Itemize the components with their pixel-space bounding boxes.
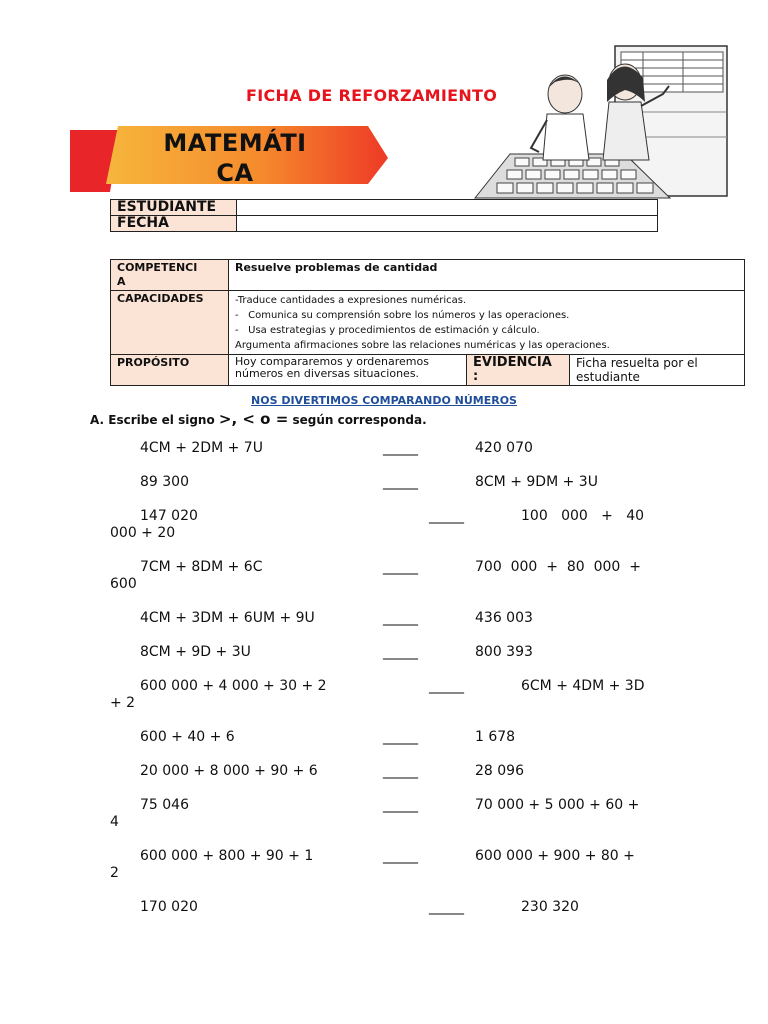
exercise-continuation: + 2 <box>110 695 136 711</box>
proposito-row <box>111 355 745 386</box>
student-name-field[interactable] <box>237 200 658 216</box>
capacidad-item: - Usa estrategias y procedimientos de estimación y cálculo. <box>235 325 540 336</box>
competencia-value: Resuelve problemas de cantidad <box>229 260 745 291</box>
student-row <box>111 200 658 216</box>
exercise-left: 8CM + 9D + 3U <box>140 644 251 660</box>
page-title: FICHA DE REFORZAMIENTO <box>246 86 498 105</box>
instruction-prefix: A. Escribe el signo <box>90 413 219 427</box>
capacidad-item: -Traduce cantidades a expresiones numéricas. <box>235 295 467 306</box>
answer-blank[interactable]: _____ <box>429 508 464 524</box>
subject-line-1: MATEMÁTI <box>163 129 307 157</box>
exercise-continuation: 2 <box>110 865 119 881</box>
evidencia-label-line2: : <box>473 369 479 384</box>
children-board-illustration <box>455 42 730 200</box>
exercise-right: 1 678 <box>475 729 516 745</box>
evidencia-value: Ficha resuelta por el estudiante <box>570 355 745 386</box>
competencia-label-line2: A <box>117 275 126 288</box>
exercise-continuation: 4 <box>110 814 119 830</box>
answer-blank[interactable]: _____ <box>429 899 464 915</box>
exercise-left: 75 046 <box>140 797 189 813</box>
exercise-right: 800 393 <box>475 644 533 660</box>
instruction-suffix: según corresponda. <box>288 413 427 427</box>
answer-blank[interactable]: _____ <box>383 474 418 490</box>
exercise-left: 170 020 <box>140 899 198 915</box>
capacidad-item: Argumenta afirmaciones sobre las relaciones numéricas y las operaciones. <box>235 340 610 351</box>
competencia-table <box>110 259 745 386</box>
exercise-continuation: 000 + 20 <box>110 525 176 541</box>
subject-title <box>150 128 320 188</box>
answer-blank[interactable]: _____ <box>383 797 418 813</box>
answer-blank[interactable]: _____ <box>383 440 418 456</box>
exercise-left: 89 300 <box>140 474 189 490</box>
date-label: FECHA <box>111 216 237 232</box>
exercise-left: 4CM + 3DM + 6UM + 9U <box>140 610 315 626</box>
exercise-right: 70 000 + 5 000 + 60 + <box>475 797 640 813</box>
exercise-right: 6CM + 4DM + 3D <box>521 678 645 694</box>
capacidades-label: CAPACIDADES <box>111 291 229 355</box>
exercise-right: 8CM + 9DM + 3U <box>475 474 598 490</box>
instruction <box>90 410 427 428</box>
exercise-right: 100 000 + 40 <box>521 508 645 524</box>
capacidades-row <box>111 291 745 355</box>
competencia-row <box>111 260 745 291</box>
answer-blank[interactable]: _____ <box>383 559 418 575</box>
exercise-right: 436 003 <box>475 610 533 626</box>
competencia-label-line1: COMPETENCI <box>117 261 198 274</box>
exercise-right: 230 320 <box>521 899 579 915</box>
instruction-symbols: >, < o = <box>218 410 289 428</box>
answer-blank[interactable]: _____ <box>383 763 418 779</box>
student-info-table <box>110 199 658 232</box>
evidencia-label <box>467 355 570 386</box>
proposito-label: PROPÓSITO <box>111 355 229 386</box>
section-title: NOS DIVERTIMOS COMPARANDO NÚMEROS <box>251 394 517 407</box>
answer-blank[interactable]: _____ <box>429 678 464 694</box>
exercise-right: 700 000 + 80 000 + <box>475 559 641 575</box>
exercise-left: 4CM + 2DM + 7U <box>140 440 263 456</box>
answer-blank[interactable]: _____ <box>383 729 418 745</box>
competencia-label <box>111 260 229 291</box>
capacidad-item: - Comunica su comprensión sobre los números y las operaciones. <box>235 310 570 321</box>
exercise-left: 600 000 + 800 + 90 + 1 <box>140 848 314 864</box>
answer-blank[interactable]: _____ <box>383 848 418 864</box>
exercise-left: 7CM + 8DM + 6C <box>140 559 263 575</box>
evidencia-label-line1: EVIDENCIA <box>473 355 552 370</box>
date-field[interactable] <box>237 216 658 232</box>
exercise-continuation: 600 <box>110 576 137 592</box>
exercise-left: 600 + 40 + 6 <box>140 729 235 745</box>
capacidades-list <box>229 291 745 355</box>
exercise-right: 28 096 <box>475 763 524 779</box>
exercise-right: 420 070 <box>475 440 533 456</box>
exercise-left: 20 000 + 8 000 + 90 + 6 <box>140 763 318 779</box>
exercise-left: 147 020 <box>140 508 198 524</box>
proposito-value: Hoy compararemos y ordenaremos números en diversas situaciones. <box>229 355 467 386</box>
answer-blank[interactable]: _____ <box>383 644 418 660</box>
date-row <box>111 216 658 232</box>
subject-line-2: CA <box>216 159 254 187</box>
exercise-right: 600 000 + 900 + 80 + <box>475 848 635 864</box>
exercise-left: 600 000 + 4 000 + 30 + 2 <box>140 678 327 694</box>
student-label: ESTUDIANTE <box>111 200 237 216</box>
answer-blank[interactable]: _____ <box>383 610 418 626</box>
